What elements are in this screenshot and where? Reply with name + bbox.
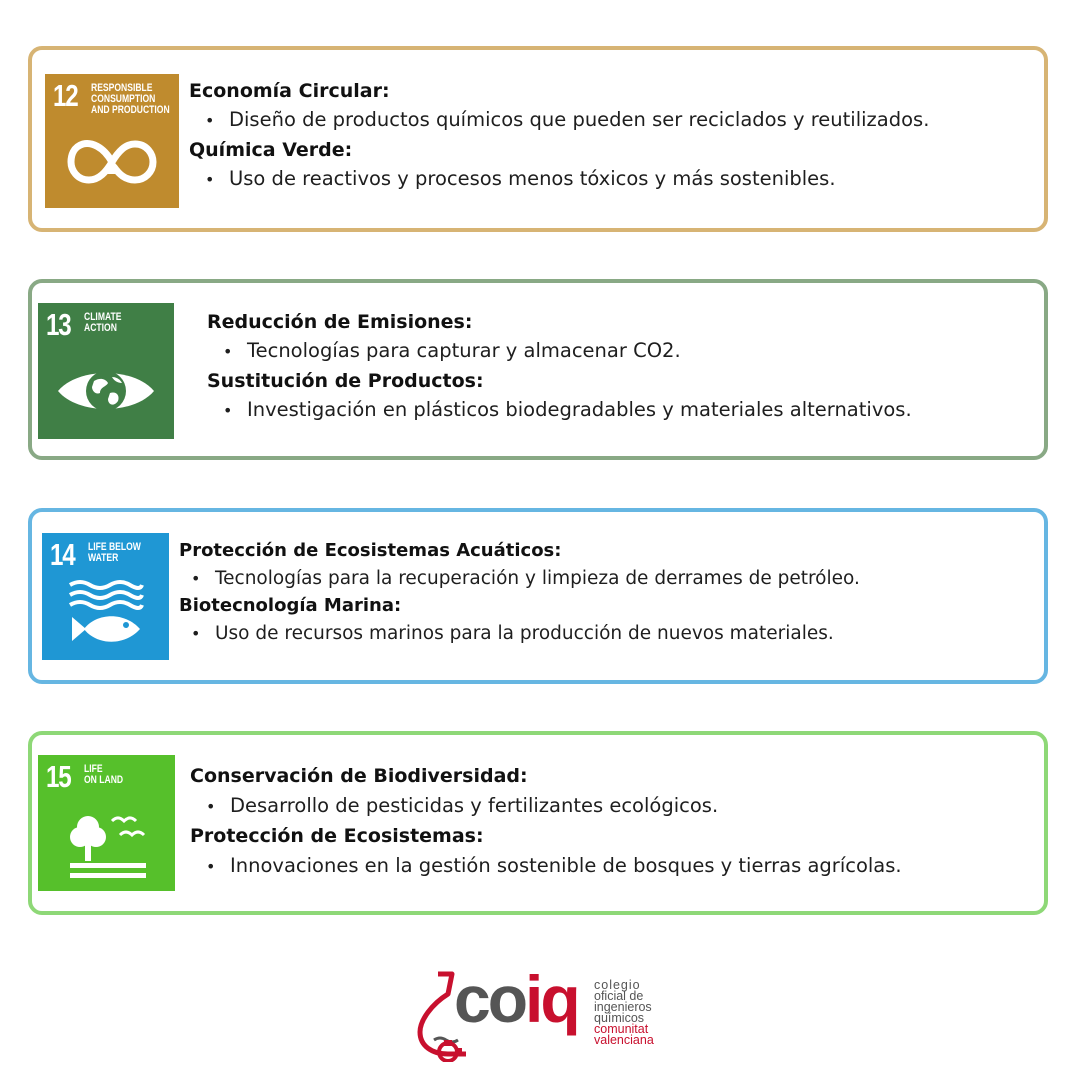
coiq-logo — [414, 962, 674, 1062]
bullet-item: • Uso de reactivos y procesos menos tóxicos y más sostenibles. — [205, 163, 929, 196]
section-heading: Reducción de Emisiones: — [207, 311, 473, 333]
sdg-14-card — [28, 508, 1048, 684]
bullet-item: • Innovaciones en la gestión sostenible de bosques y tierras agrícolas. — [206, 849, 902, 883]
card-content — [179, 538, 860, 648]
logo-line: ingenieros — [594, 1000, 652, 1014]
section-heading: Biotecnología Marina: — [179, 595, 402, 616]
logo-line: químicos — [594, 1011, 645, 1025]
logo-line: valenciana — [594, 1033, 654, 1047]
logo-line: oficial de — [594, 989, 644, 1003]
section-heading: Conservación de Biodiversidad: — [190, 765, 528, 787]
sdg-title: LIFE BELOW WATER — [88, 541, 141, 564]
sdg-12-badge — [45, 74, 179, 208]
sdg-title: CLIMATE ACTION — [84, 311, 122, 334]
sdg-12-card — [28, 46, 1048, 232]
sdg-15-card — [28, 731, 1048, 915]
logo-line: comunitat — [594, 1022, 649, 1036]
sdg-13-card — [28, 279, 1048, 460]
infinity-loop-icon — [67, 136, 157, 188]
sdg-title: RESPONSIBLE CONSUMPTION AND PRODUCTION — [91, 82, 170, 116]
card-content — [189, 78, 929, 196]
sdg-number: 15 — [46, 759, 71, 794]
bullet-item: • Diseño de productos químicos que pueden ser reciclados y reutilizados. — [205, 104, 929, 137]
section-heading: Química Verde: — [189, 139, 353, 161]
sdg-number: 12 — [53, 78, 78, 113]
bullet-item: • Investigación en plásticos biodegradables y materiales alternativos. — [223, 394, 912, 427]
bullet-item: • Desarrollo de pesticidas y fertilizantes ecológicos. — [206, 789, 902, 823]
coiq-tagline — [594, 980, 654, 1046]
logo-line: colegio — [594, 978, 641, 992]
section-heading: Protección de Ecosistemas: — [190, 825, 484, 847]
section-heading: Sustitución de Productos: — [207, 370, 484, 392]
eye-globe-icon — [56, 363, 156, 419]
card-content — [190, 763, 902, 883]
sdg-number: 13 — [46, 307, 71, 342]
section-heading: Economía Circular: — [189, 80, 390, 102]
sdg-number: 14 — [50, 537, 75, 572]
card-content — [207, 309, 912, 427]
sdg-title: LIFE ON LAND — [84, 763, 124, 786]
sdg-13-badge — [38, 303, 174, 439]
bullet-item: • Uso de recursos marinos para la producción de nuevos materiales. — [191, 619, 860, 648]
tree-birds-icon — [68, 807, 148, 883]
bullet-item: • Tecnologías para la recuperación y limpieza de derrames de petróleo. — [191, 564, 860, 593]
sdg-14-badge — [42, 533, 169, 660]
fish-waves-icon — [66, 577, 146, 653]
sdg-15-badge — [38, 755, 175, 891]
coiq-wordmark: coiq — [454, 962, 578, 1036]
bullet-item: • Tecnologías para capturar y almacenar CO2. — [223, 335, 912, 368]
section-heading: Protección de Ecosistemas Acuáticos: — [179, 540, 562, 561]
